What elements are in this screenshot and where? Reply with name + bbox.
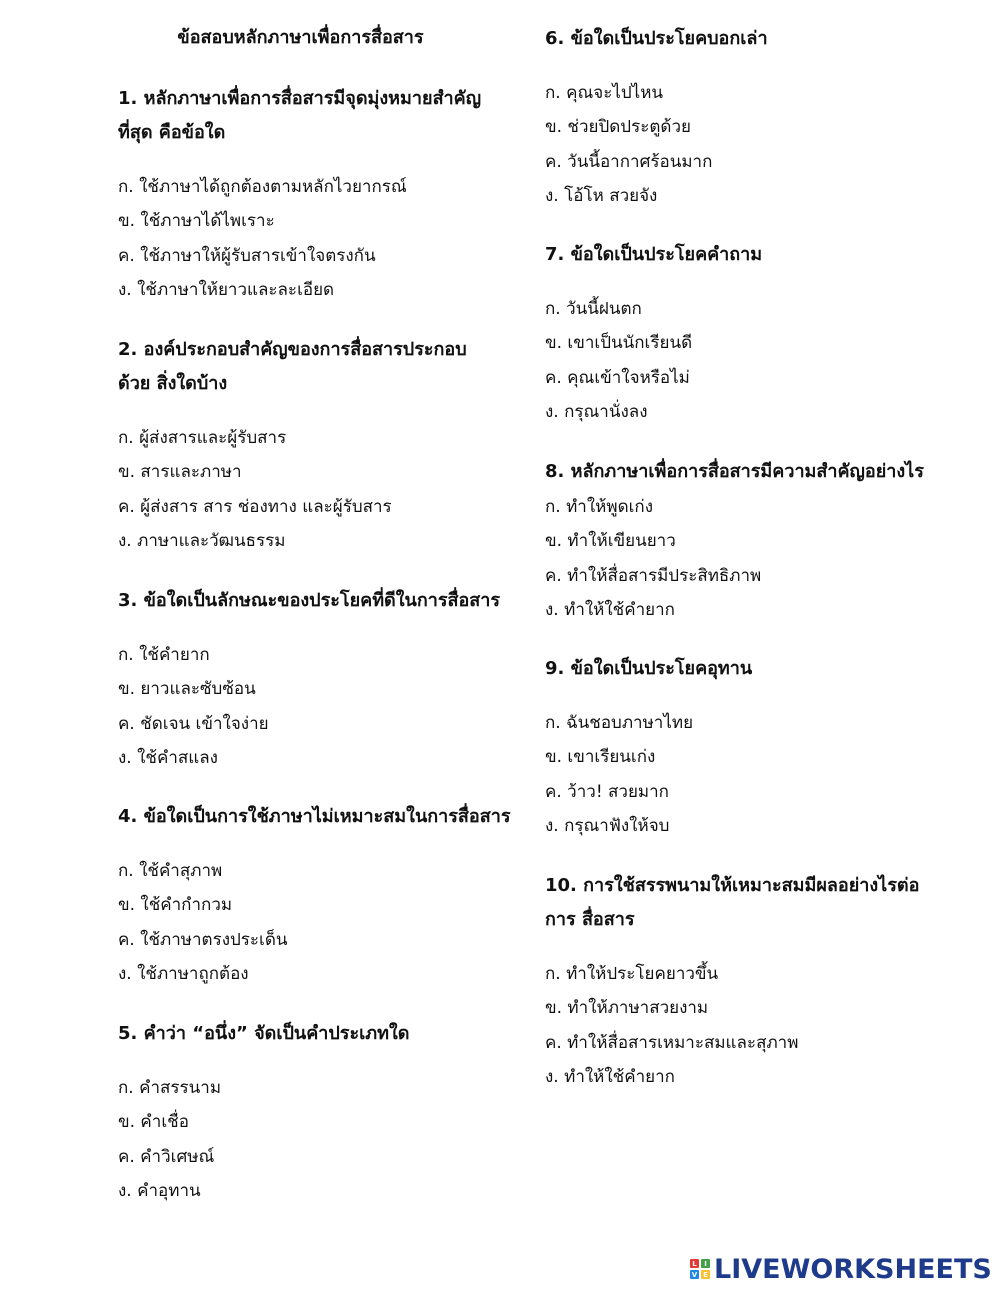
- choice-option[interactable]: ค. ทำให้สื่อสารเหมาะสมและสุภาพ: [545, 1032, 799, 1053]
- choice-option[interactable]: ง. ใช้คำสแลง: [118, 747, 218, 768]
- choice-option[interactable]: ค. ผู้ส่งสาร สาร ช่องทาง และผู้รับสาร: [118, 496, 392, 517]
- question-3: [118, 584, 518, 775]
- choice-option[interactable]: ก. ทำให้พูดเก่ง: [545, 497, 654, 517]
- choice-option[interactable]: ง. ใช้ภาษาถูกต้อง: [118, 963, 249, 984]
- question-text: 7. ข้อใดเป็นประโยคคำถาม: [545, 244, 763, 265]
- question-1: [118, 82, 493, 307]
- choice-option[interactable]: ก. ทำให้ประโยคยาวขึ้น: [545, 964, 719, 984]
- question-2: [118, 333, 493, 558]
- logo-cell: L: [690, 1259, 699, 1268]
- question-9: [545, 652, 945, 843]
- choice-option[interactable]: ง. ใช้ภาษาให้ยาวและละเอียด: [118, 279, 335, 300]
- choice-option[interactable]: ง. กรุณานั่งลง: [545, 401, 648, 422]
- choice-list: [545, 706, 945, 843]
- liveworksheets-logo-icon: [690, 1259, 710, 1279]
- choice-option[interactable]: ข. ช่วยปิดประตูด้วย: [545, 117, 691, 138]
- choice-option[interactable]: ข. เขาเป็นนักเรียนดี: [545, 333, 693, 354]
- choice-option[interactable]: ข. คำเชื่อ: [118, 1112, 189, 1133]
- choice-option[interactable]: ข. ใช้ภาษาได้ไพเราะ: [118, 211, 275, 232]
- choice-option[interactable]: ค. ชัดเจน เข้าใจง่าย: [118, 713, 269, 734]
- choice-option[interactable]: ค. ว้าว! สวยมาก: [545, 781, 669, 802]
- choice-list: [118, 1071, 518, 1208]
- choice-option[interactable]: ก. ฉันชอบภาษาไทย: [545, 713, 694, 733]
- question-6: [545, 22, 945, 213]
- choice-list: [545, 957, 920, 1094]
- choice-list: [545, 490, 965, 627]
- question-4: [118, 800, 518, 991]
- choice-option[interactable]: ข. ยาวและซับซ้อน: [118, 679, 256, 700]
- choice-list: [118, 421, 493, 558]
- question-text: 3. ข้อใดเป็นลักษณะของประโยคที่ดีในการสื่อสาร: [118, 590, 501, 611]
- choice-option[interactable]: ก. วันนี้ฝนตก: [545, 299, 642, 319]
- choice-option[interactable]: ง. ทำให้ใช้คำยาก: [545, 1066, 675, 1087]
- question-10: [545, 869, 920, 1094]
- question-8: [545, 455, 965, 627]
- choice-list: [118, 170, 493, 307]
- choice-option[interactable]: ก. ใช้คำยาก: [118, 645, 210, 665]
- choice-list: [545, 76, 945, 213]
- choice-option[interactable]: ค. ใช้ภาษาตรงประเด็น: [118, 929, 288, 950]
- worksheet-title: ข้อสอบหลักภาษาเพื่อการสื่อสาร: [177, 27, 424, 48]
- question-text: 9. ข้อใดเป็นประโยคอุทาน: [545, 658, 753, 679]
- question-text: 5. คำว่า “อนึ่ง” จัดเป็นคำประเภทใด: [118, 1023, 410, 1044]
- choice-option[interactable]: ค. ทำให้สื่อสารมีประสิทธิภาพ: [545, 565, 762, 586]
- choice-option[interactable]: ก. คุณจะไปไหน: [545, 83, 664, 103]
- choice-option[interactable]: ง. ทำให้ใช้คำยาก: [545, 599, 675, 620]
- question-text: 10. การใช้สรรพนามให้เหมาะสมมีผลอย่างไรต่อการ สื่อสาร: [545, 875, 920, 930]
- question-5: [118, 1017, 518, 1208]
- choice-option[interactable]: ง. ภาษาและวัฒนธรรม: [118, 530, 286, 551]
- question-7: [545, 238, 945, 429]
- choice-list: [118, 638, 518, 775]
- logo-cell: V: [691, 1270, 698, 1279]
- choice-option[interactable]: ก. คำสรรนาม: [118, 1078, 222, 1098]
- brand-name: LIVEWORKSHEETS: [714, 1253, 992, 1285]
- choice-option[interactable]: ง. กรุณาฟังให้จบ: [545, 815, 670, 836]
- choice-list: [118, 854, 518, 991]
- logo-cell: I: [701, 1259, 710, 1268]
- choice-list: [545, 292, 945, 429]
- choice-option[interactable]: ก. ใช้คำสุภาพ: [118, 861, 223, 881]
- choice-option[interactable]: ค. คำวิเศษณ์: [118, 1146, 215, 1167]
- choice-option[interactable]: ก. ผู้ส่งสารและผู้รับสาร: [118, 428, 287, 448]
- choice-option[interactable]: ง. โอ้โห สวยจัง: [545, 185, 658, 206]
- choice-option[interactable]: ง. คำอุทาน: [118, 1180, 201, 1201]
- liveworksheets-branding[interactable]: [690, 1253, 992, 1285]
- choice-option[interactable]: ค. ใช้ภาษาให้ผู้รับสารเข้าใจตรงกัน: [118, 245, 376, 266]
- question-text: 8. หลักภาษาเพื่อการสื่อสารมีความสำคัญอย่างไร: [545, 461, 924, 482]
- choice-option[interactable]: ข. ทำให้ภาษาสวยงาม: [545, 998, 709, 1019]
- choice-option[interactable]: ข. สารและภาษา: [118, 462, 242, 483]
- choice-option[interactable]: ก. ใช้ภาษาได้ถูกต้องตามหลักไวยากรณ์: [118, 177, 407, 197]
- question-text: 1. หลักภาษาเพื่อการสื่อสารมีจุดมุ่งหมายสำคัญที่สุด คือข้อใด: [118, 88, 482, 143]
- question-text: 4. ข้อใดเป็นการใช้ภาษาไม่เหมาะสมในการสื่อสาร: [118, 806, 511, 827]
- choice-option[interactable]: ค. วันนี้อากาศร้อนมาก: [545, 151, 713, 172]
- choice-option[interactable]: ข. ใช้คำกำกวม: [118, 895, 233, 916]
- question-text: 2. องค์ประกอบสำคัญของการสื่อสารประกอบด้วย สิ่งใดบ้าง: [118, 339, 467, 394]
- choice-option[interactable]: ค. คุณเข้าใจหรือไม่: [545, 367, 690, 388]
- choice-option[interactable]: ข. เขาเรียนเก่ง: [545, 747, 656, 768]
- choice-option[interactable]: ข. ทำให้เขียนยาว: [545, 531, 676, 552]
- question-text: 6. ข้อใดเป็นประโยคบอกเล่า: [545, 28, 768, 49]
- logo-cell: E: [701, 1270, 710, 1279]
